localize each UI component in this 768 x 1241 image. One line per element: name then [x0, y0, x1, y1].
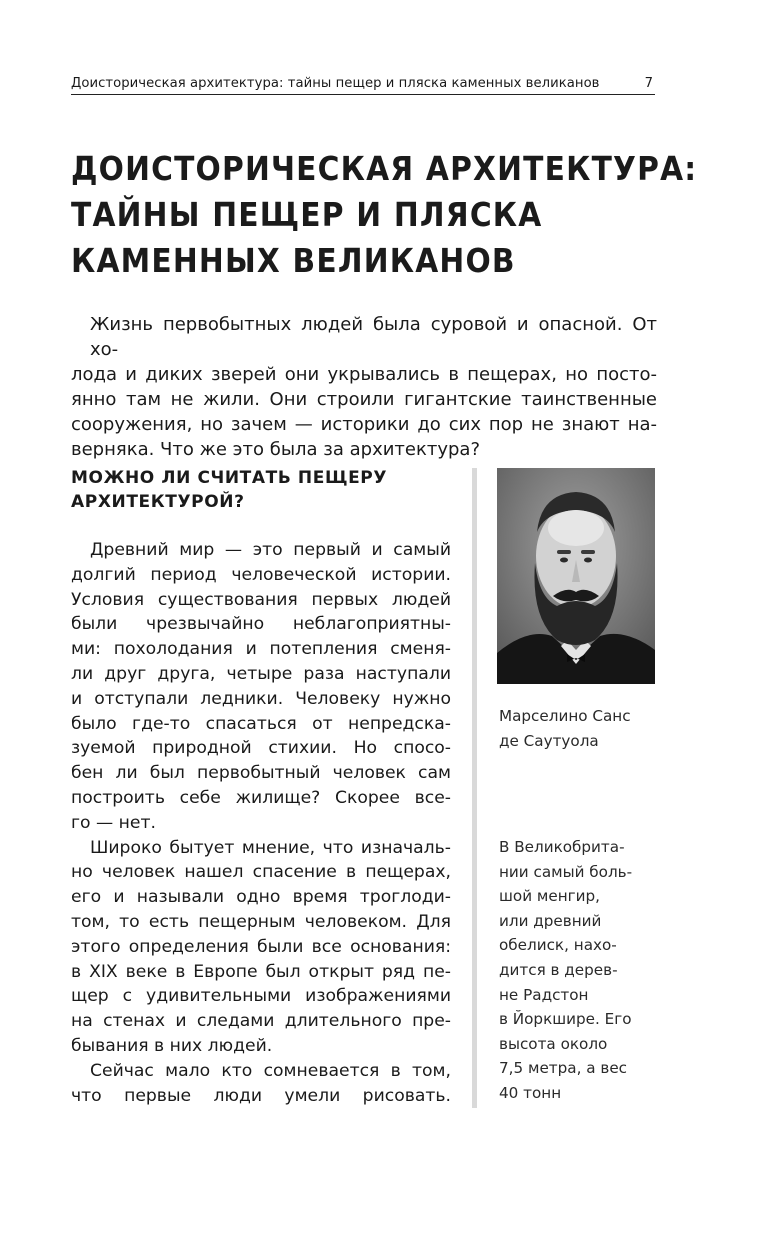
intro-paragraph: [71, 312, 657, 462]
sidebar-fact: [499, 835, 659, 1106]
text-line: го — нет.: [71, 812, 156, 833]
sidebar-line: обелиск, нахо-: [499, 936, 617, 955]
sidebar-line: не Радстон: [499, 985, 589, 1004]
text-line: щер с удивительными изображениями: [71, 986, 451, 1007]
sidebar-line: высота около: [499, 1034, 608, 1053]
caption-line: де Саутуола: [499, 731, 599, 750]
text-line: долгий период человеческой истории.: [71, 564, 451, 585]
text-line: но человек нашел спасение в пещерах,: [71, 862, 451, 883]
main-text-column: [71, 538, 451, 1108]
chapter-title-line: КАМЕННЫХ ВЕЛИКАНОВ: [71, 241, 516, 280]
chapter-title: [71, 146, 698, 284]
photo-caption: [499, 704, 659, 753]
text-line: на стенах и следами длительного пре-: [71, 1011, 451, 1032]
text-line: верняка. Что же это была за архитектура?: [71, 439, 480, 460]
sidebar-line: 40 тонн: [499, 1083, 562, 1102]
section-heading: [71, 466, 451, 514]
text-line: в XIX веке в Европе был открыт ряд пе-: [71, 961, 451, 982]
text-line: его и называли одно время троглоди-: [71, 887, 451, 908]
section-heading-line: АРХИТЕКТУРОЙ?: [71, 492, 245, 512]
sidebar-line: в Йоркшире. Его: [499, 1010, 632, 1029]
text-line: Древний мир — это первый и самый: [90, 540, 451, 560]
text-line: Условия существования первых людей: [71, 589, 451, 610]
text-line: зуемой природной стихии. Но спосо-: [71, 738, 451, 759]
sidebar-line: нии самый боль-: [499, 862, 633, 881]
text-line: ми: похолодания и потепления сменя-: [71, 639, 451, 660]
text-line: янно там не жили. Они строили гигантские таинственные: [71, 389, 657, 410]
text-line: бен ли был первобытный человек сам: [71, 763, 451, 784]
paragraph: [71, 836, 451, 1059]
running-head: [71, 76, 655, 95]
text-line: что первые люди умели рисовать.: [71, 1085, 451, 1106]
text-line: этого определения были все основания:: [71, 936, 451, 957]
text-line: том, то есть пещерным человеком. Для: [71, 911, 451, 932]
text-line: сооружения, но зачем — историки до сих пор не знают на-: [71, 414, 657, 435]
sidebar-line: дится в дерев-: [499, 960, 618, 979]
paragraph: [71, 1059, 451, 1109]
sidebar-line: шой менгир,: [499, 887, 600, 906]
page-number: 7: [644, 76, 653, 91]
text-line: построить себе жилище? Скорее все-: [71, 787, 451, 808]
column-divider: [472, 468, 477, 1108]
text-line: были чрезвычайно неблагоприятны-: [71, 614, 451, 635]
caption-line: Марселино Санс: [499, 707, 631, 725]
chapter-title-line: ДОИСТОРИЧЕСКАЯ АРХИТЕКТУРА:: [71, 149, 698, 188]
text-line: Широко бытует мнение, что изначаль-: [90, 837, 451, 858]
text-line: лода и диких зверей они укрывались в пещерах, но посто-: [71, 364, 657, 385]
text-line: Жизнь первобытных людей была суровой и опасной. От хо-: [90, 314, 657, 360]
section-heading-line: МОЖНО ЛИ СЧИТАТЬ ПЕЩЕРУ: [71, 468, 388, 488]
text-line: и отступали ледники. Человеку нужно: [71, 688, 451, 709]
chapter-title-line: ТАЙНЫ ПЕЩЕР И ПЛЯСКА: [71, 195, 543, 234]
portrait-photo: [497, 468, 655, 684]
paragraph: [71, 538, 451, 836]
sidebar-line: В Великобрита-: [499, 838, 625, 856]
text-line: бывания в них людей.: [71, 1035, 273, 1056]
text-line: Сейчас мало кто сомневается в том,: [90, 1060, 451, 1081]
sidebar-line: 7,5 метра, а вес: [499, 1059, 628, 1078]
running-head-title: Доисторическая архитектура: тайны пещер и пляска каменных великанов: [71, 76, 600, 91]
text-line: ли друг друга, четыре раза наступали: [71, 663, 451, 684]
sidebar-line: или древний: [499, 911, 602, 930]
text-line: было где-то спасаться от непредска-: [71, 713, 451, 734]
